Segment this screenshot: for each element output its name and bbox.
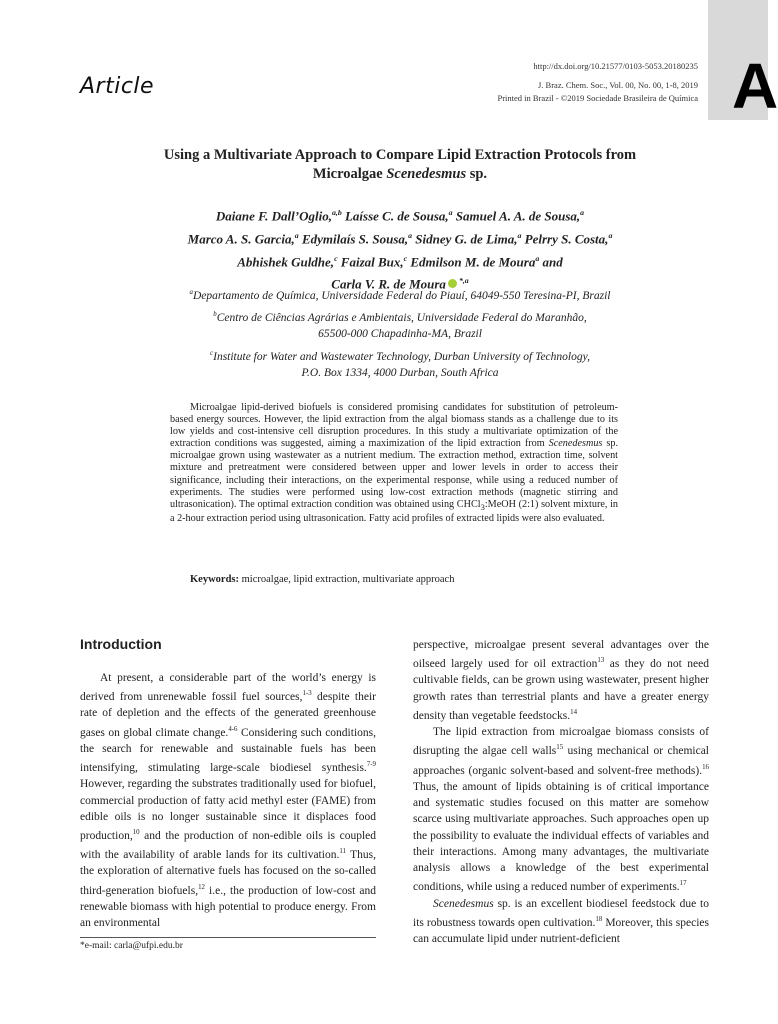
reference-marker[interactable]: 7-9 xyxy=(366,761,376,769)
affiliation-text: Departamento de Química, Universidade Federal do Piauí, 64049-550 Teresina-PI, Brazil xyxy=(192,289,611,302)
reference-marker[interactable]: 15 xyxy=(556,744,564,752)
keywords-label: Keywords: xyxy=(190,574,239,585)
abstract-text: sp. microalgae grown using wastewater as a nutrient medium. The extraction method, extraction time, solvent mixture and pretreatment were considered between upper and lower levels in order to access their significance, including their interactions, on the experimental response, while using a reduced number of experiments. The studies were performed using low-cost extraction methods (magnetic stirring and ultrasonication). The optimal extraction condition was obtained using CHCl xyxy=(170,438,618,510)
author-and: and xyxy=(539,253,563,269)
abstract-text: Microalgae lipid-derived biofuels is considered promising candidates for substitution of petroleum-based energy sources. However, the lipid extraction from the algal biomass stands as a challenge due to its low yields and cost-intensive cell disruption procedures. In this study a multivariate optimization of the extraction conditions was suggested, aiming a maximization of the lipid extraction from xyxy=(170,402,618,450)
author: Marco A. S. Garcia, xyxy=(187,231,295,247)
author-affil-sup: a xyxy=(294,230,299,240)
affiliation-marker: b xyxy=(213,311,217,318)
author-affil-sup: *,a xyxy=(458,276,469,286)
author-affil-sup: a,b xyxy=(331,208,342,217)
reference-marker[interactable]: 4-6 xyxy=(228,725,238,733)
author-affil-sup: a xyxy=(535,253,540,263)
reference-marker[interactable]: 17 xyxy=(679,880,687,888)
reference-marker[interactable]: 12 xyxy=(198,883,205,891)
corresponding-email-footnote: *e-mail: carla@ufpi.edu.br xyxy=(80,941,183,951)
paper-title xyxy=(90,146,710,184)
author-list xyxy=(110,203,690,294)
affiliation-text: P.O. Box 1334, 4000 Durban, South Africa xyxy=(301,366,499,379)
abstract-subscript: 3 xyxy=(480,501,485,512)
body-paragraph: Scenedesmus sp. is an excellent biodiesel feedstock due to its robustness towards open cultivation.$^{18}$ Moreover, this species can accumulate lipid under nutrient-deficient xyxy=(413,897,709,946)
reference-marker[interactable]: 1-3 xyxy=(302,690,312,698)
title-species: Scenedesmus xyxy=(386,166,467,182)
author-affil-sup: a xyxy=(517,230,522,240)
reference-marker[interactable]: 16 xyxy=(702,763,709,771)
affiliation-marker: c xyxy=(210,350,214,357)
footnote-divider xyxy=(80,937,376,938)
abstract xyxy=(170,402,618,525)
reference-marker[interactable]: 11 xyxy=(339,848,346,856)
species-name: Scenedesmus xyxy=(433,897,494,910)
author: Edymilaís S. Sousa, xyxy=(298,231,409,247)
body-column-left xyxy=(80,670,376,931)
author: Daiane F. Dall’Oglio, xyxy=(215,208,332,224)
keywords-text: microalgae, lipid extraction, multivariate approach xyxy=(239,574,455,585)
author: Abhishek Guldhe, xyxy=(237,253,335,269)
reference-marker[interactable]: 13 xyxy=(597,657,605,665)
reference-marker[interactable]: 18 xyxy=(595,915,603,923)
doi-link[interactable]: http://dx.doi.org/10.21577/0103-5053.20180235 xyxy=(533,61,698,71)
reference-marker[interactable]: 10 xyxy=(132,829,140,837)
author: Pelrry S. Costa, xyxy=(521,231,609,247)
journal-citation: J. Braz. Chem. Soc., Vol. 00, No. 00, 1-8, 2019 xyxy=(537,80,698,90)
section-heading: Introduction xyxy=(80,636,162,652)
author-affil-sup: a xyxy=(408,230,413,240)
author-affil-sup: c xyxy=(403,253,408,263)
journal-header-info xyxy=(498,60,699,105)
author: Sidney G. de Lima, xyxy=(412,231,518,247)
title-line-2-suffix: sp. xyxy=(466,166,488,182)
journal-corner-tab xyxy=(708,0,778,122)
author: Faizal Bux, xyxy=(337,253,404,269)
affiliation-text: 65500-000 Chapadinha-MA, Brazil xyxy=(318,327,482,340)
author: Laísse C. de Sousa, xyxy=(341,208,449,224)
body-paragraph: At present, a considerable part of the world’s energy is derived from unrenewable fossil fuel sources,$^{1-3}$ despite their rate of depletion and the effects of the generated greenhouse gases on global climate change.$^{4-6}$ Considering such conditions, the search for renewable and sustainable fuels has been intensifying, stimulating large-scale biodiesel synthesis.$^{7-9}$ However, regarding the substrates traditionally used for biofuel, commercial production of fatty acid methyl ester (FAME) from edible oils is no longer sustainable since it displaces food production,$^{10}$ and the production of non-edible oils is coupled with the availability of arable lands for its cultivation.$^{11}$ Thus, the exploration of alternative fuels has focused on the so-called third-generation biofuels,$^{12}$ i.e., the production of low-cost and renewable biomass with high potential to produce energy. From an environmental xyxy=(80,672,376,930)
title-line-2-prefix: Microalgae xyxy=(312,166,387,182)
author-affil-sup: a xyxy=(580,208,585,217)
affiliation-text: Institute for Water and Wastewater Technology, Durban University of Technology, xyxy=(213,350,590,363)
keywords xyxy=(190,574,454,585)
affiliation-a xyxy=(120,285,680,304)
affiliation-marker: a xyxy=(189,289,193,296)
abstract-species: Scenedesmus xyxy=(548,438,603,450)
author-affil-sup: a xyxy=(448,208,453,217)
journal-corner-letter: A xyxy=(732,50,778,122)
affiliation-c xyxy=(120,346,680,381)
abstract-text: :MeOH (2:1) solvent mixture, in a 2-hour extraction period using ultrasonication. Fatty acid profiles of extracted lipids were also evaluated. xyxy=(170,498,619,524)
reference-marker[interactable]: 14 xyxy=(570,709,578,717)
body-paragraph: perspective, microalgae present several advantages over the oilseed largely used for oil extraction$^{13}$ as they do not need cultivable fields, can be grown using wastewater, present higher growth rates than terrestrial plants and have a greater energy density than vegetable feedstocks.$^{14}$ xyxy=(413,639,709,722)
affiliation-text: Centro de Ciências Agrárias e Ambientais, Universidade Federal do Maranhão, xyxy=(216,311,587,324)
printed-line: Printed in Brazil - ©2019 Sociedade Brasileira de Química xyxy=(497,93,698,103)
body-column-right xyxy=(413,637,709,947)
author: Samuel A. A. de Sousa, xyxy=(452,208,581,224)
author-affil-sup: a xyxy=(608,230,613,240)
body-paragraph: The lipid extraction from microalgae biomass consists of disrupting the algae cell walls$^{15}$ using mechanical or chemical approaches (organic solvent-based and solvent-free methods).$^{16}$ Thus, the amount of lipids obtaining is of critical importance and systematic studies focused on this matter are somehow scarce using multivariate approaches. Such approaches open up the possibility to evaluate the individual effects of variables and their interactions. Among many advantages, the multivariate analysis allows a knowledge of the best experimental conditions, while using a reduced number of experiments.$^{17}$ xyxy=(413,726,710,894)
corresponding-author: Carla V. R. de Moura xyxy=(331,276,446,292)
affiliation-b xyxy=(120,307,680,342)
title-line-1: Using a Multivariate Approach to Compare Lipid Extraction Protocols from xyxy=(163,147,637,163)
author-affil-sup: c xyxy=(334,253,338,263)
author: Edmilson M. de Moura xyxy=(407,253,536,269)
article-type-label: Article xyxy=(80,74,155,99)
